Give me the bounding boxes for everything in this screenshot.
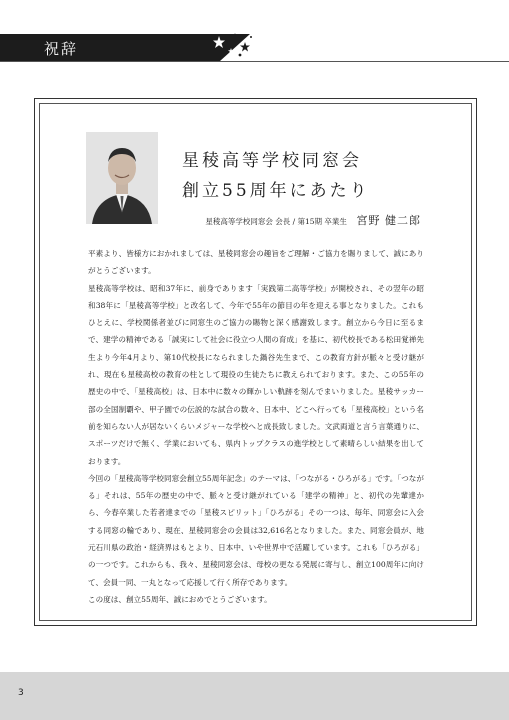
paragraph-1: 平素より、皆様方におかれましては、星稜同窓会の趣旨をご理解・ご協力を賜りまして、誠にありがとうございます。 bbox=[88, 249, 424, 276]
header-rule bbox=[0, 61, 509, 62]
article-title-line1: 星稜高等学校同窓会 bbox=[182, 151, 362, 171]
author-affiliation: 星稜高等学校同窓会 会長 / 第15期 卒業生 bbox=[205, 217, 347, 226]
article-title-line2: 創立55周年にあたり bbox=[182, 181, 370, 201]
author-photo bbox=[86, 132, 158, 224]
paragraph-4: この度は、創立55周年、誠におめでとうございます。 bbox=[88, 594, 272, 604]
article-body bbox=[88, 245, 424, 608]
author-byline bbox=[205, 212, 421, 228]
paragraph-2: 星稜高等学校は、昭和37年に、前身であります「実践第二高等学校」が開校され、その翌年の昭和38年に「星稜高等学校」と改名して、今年で55年の節目の年を迎える事となりました。これもひとえに、学校関係者並びに同窓生のご協力の賜物と深く感謝致します。創立から今日に至るまで、建学の精神である「誠実にして社会に役立つ人間の育成」を基に、初代校長である松田覚禅先生より今年4月より、第10代校長になられました鍋谷先生まで、この教育方針が脈々と受け継がれ、現在も星稜高校の教育の柱として現役の生徒たちに教えられております。また、この55年の歴史の中で、「星稜高校」は、日本中に数々の輝かしい軌跡を刻んでまいりました。星稜サッカー部の全国制覇や、甲子園での伝説的な試合の数々、日本中、どこへ行っても「星稜高校」という名前を知らない人が居ないくらいメジャーな学校へと成長致しました。文武両道と言う言葉通りに、スポーツだけで無く、学業においても、県内トップクラスの進学校として素晴らしい結果を出しております。 bbox=[88, 283, 424, 466]
section-title: 祝辞 bbox=[44, 40, 79, 58]
author-name: 宮野 健二郎 bbox=[356, 214, 421, 227]
paragraph-3: 今回の「星稜高等学校同窓会創立55周年記念」のテーマは、「つながる・ひろがる」です。「つながる」それは、55年の歴史の中で、脈々と受け継がれている「建学の精神」と、初代の先輩達から、今春卒業した若者達までの「星稜スピリット」「ひろがる」その一つは、毎年、同窓会に入会する同窓の輪であり、現在、星稜同窓会の会員は32,616名となりました。また、同窓会員が、地元石川県の政治・経済界はもとより、日本中、いや世界中で活躍しています。これも「ひろがる」の一つです。これからも、我々、星稜同窓会は、母校の更なる発展に寄与し、創立100周年に向けて、会員一同、一丸となって応援して行く所存であります。 bbox=[88, 473, 424, 587]
star-decoration-icon bbox=[205, 30, 255, 62]
page-number: 3 bbox=[18, 688, 24, 698]
footer-band bbox=[0, 672, 509, 720]
